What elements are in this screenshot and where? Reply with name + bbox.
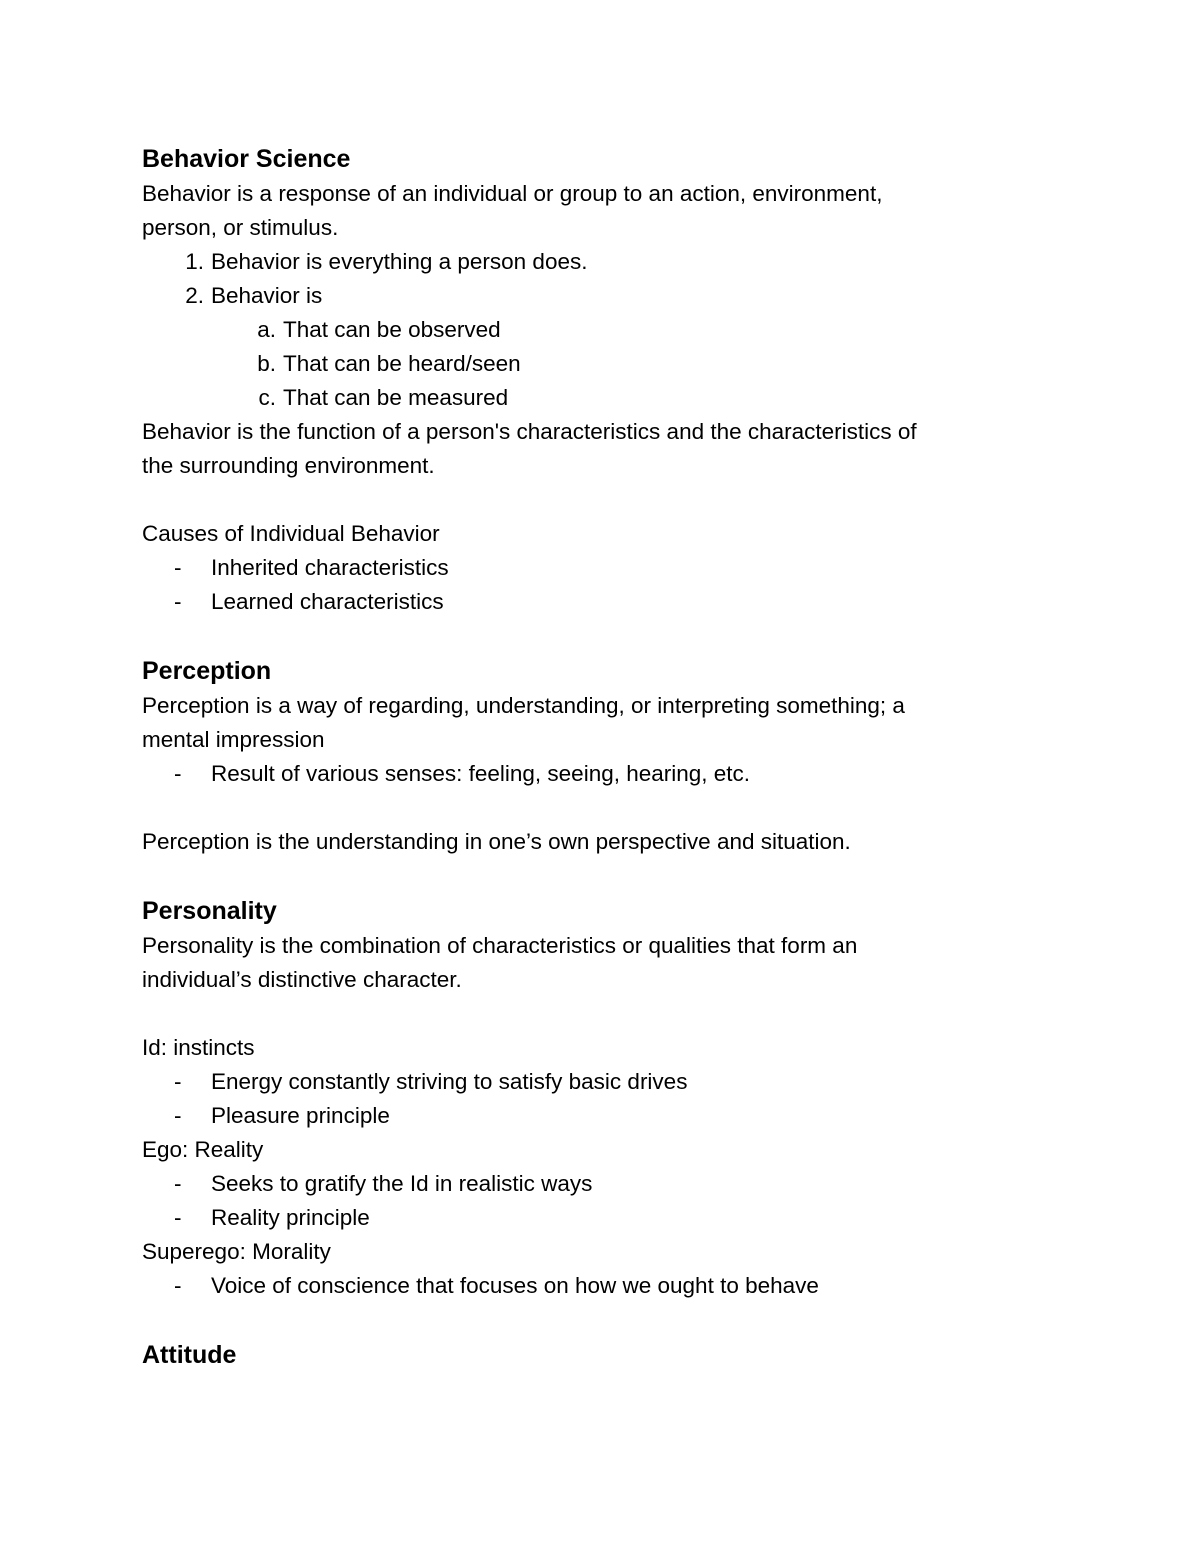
list-item-text: Behavior is: [211, 283, 323, 308]
list-marker: c.: [258, 385, 276, 410]
bullet-list-item: [142, 1269, 1042, 1303]
behavior-intro-line-1: Behavior is a response of an individual or group to an action, environment,: [142, 181, 883, 206]
list-marker: a.: [257, 317, 276, 342]
personality-def-line-1: Personality is the combination of characteristics or qualities that form an: [142, 933, 858, 958]
paragraph-gap: [142, 997, 1042, 1031]
paragraph-gap: [142, 1303, 1042, 1337]
id-title: Id: instincts: [142, 1035, 255, 1060]
bullet-list-item: [142, 757, 1042, 791]
dash-marker: -: [174, 1171, 182, 1196]
list-item-text: Seeks to gratify the Id in realistic ways: [211, 1171, 593, 1196]
dash-marker: -: [174, 555, 182, 580]
list-item-text: Learned characteristics: [211, 589, 444, 614]
dash-marker: -: [174, 1069, 182, 1094]
personality-def-line-2: individual’s distinctive character.: [142, 967, 462, 992]
ego-title: Ego: Reality: [142, 1137, 264, 1162]
bullet-list-item: [142, 1099, 1042, 1133]
superego-title: Superego: Morality: [142, 1239, 331, 1264]
behavior-intro-line-2: person, or stimulus.: [142, 215, 339, 240]
document-page: [142, 141, 1042, 1373]
list-item-text: Energy constantly striving to satisfy basic drives: [211, 1069, 688, 1094]
behavior-function-line-1: Behavior is the function of a person's characteristics and the characteristics of: [142, 419, 917, 444]
causes-title: Causes of Individual Behavior: [142, 521, 440, 546]
numbered-list-item: [142, 245, 1042, 279]
paragraph-gap: [142, 483, 1042, 517]
perception-summary: Perception is the understanding in one’s own perspective and situation.: [142, 829, 851, 854]
dash-marker: -: [174, 1103, 182, 1128]
bullet-list-item: [142, 585, 1042, 619]
bullet-list-item: [142, 1167, 1042, 1201]
list-item-text: Result of various senses: feeling, seeing, hearing, etc.: [211, 761, 751, 786]
dash-marker: -: [174, 589, 182, 614]
heading-attitude: Attitude: [142, 1341, 237, 1369]
lettered-list-item: [142, 347, 1042, 381]
perception-def-line-1: Perception is a way of regarding, understanding, or interpreting something; a: [142, 693, 905, 718]
list-item-text: Behavior is everything a person does.: [211, 249, 588, 274]
lettered-list-item: [142, 313, 1042, 347]
heading-behavior-science: Behavior Science: [142, 145, 351, 173]
bullet-list-item: [142, 551, 1042, 585]
list-item-text: Voice of conscience that focuses on how we ought to behave: [211, 1273, 819, 1298]
dash-marker: -: [174, 761, 182, 786]
lettered-list-item: [142, 381, 1042, 415]
paragraph-gap: [142, 859, 1042, 893]
behavior-function-line-2: the surrounding environment.: [142, 453, 435, 478]
list-item-text: That can be heard/seen: [283, 351, 521, 376]
dash-marker: -: [174, 1205, 182, 1230]
list-item-text: Pleasure principle: [211, 1103, 390, 1128]
perception-def-line-2: mental impression: [142, 727, 325, 752]
list-item-text: Reality principle: [211, 1205, 370, 1230]
bullet-list-item: [142, 1201, 1042, 1235]
paragraph-gap: [142, 791, 1042, 825]
list-item-text: Inherited characteristics: [211, 555, 449, 580]
paragraph-gap: [142, 619, 1042, 653]
bullet-list-item: [142, 1065, 1042, 1099]
list-marker: b.: [257, 351, 276, 376]
heading-personality: Personality: [142, 897, 277, 925]
dash-marker: -: [174, 1273, 182, 1298]
numbered-list-item: [142, 279, 1042, 313]
list-item-text: That can be observed: [283, 317, 501, 342]
heading-perception: Perception: [142, 657, 272, 685]
list-marker: 1.: [185, 249, 204, 274]
list-item-text: That can be measured: [283, 385, 509, 410]
list-marker: 2.: [185, 283, 204, 308]
